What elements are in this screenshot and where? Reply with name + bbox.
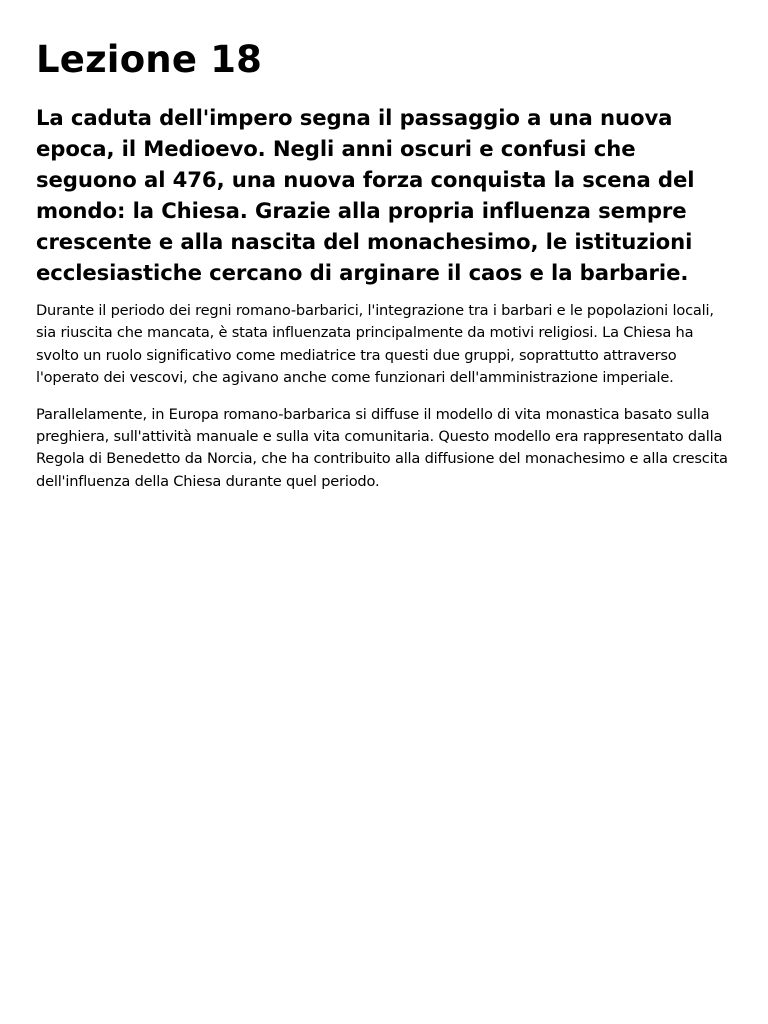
body-paragraph-2: Parallelamente, in Europa romano-barbarica si diffuse il modello di vita monastica basato sulla preghiera, sull'attività manuale e sulla vita comunitaria. Questo modello era rappresentato dalla Regola di Benedetto da Norcia, che ha contribuito alla diffusione del monachesimo e alla crescita dell'influenza della Chiesa durante quel periodo. bbox=[36, 405, 728, 490]
lead-paragraph: La caduta dell'impero segna il passaggio a una nuova epoca, il Medioevo. Negli anni oscuri e confusi che seguono al 476, una nuova forza conquista la scena del mondo: la Chiesa. Grazie alla propria influenza sempre crescente e alla nascita del monachesimo, le istituzioni ecclesiastiche cercano di arginare il caos e la barbarie. bbox=[36, 105, 695, 285]
page-title: Lezione 18 bbox=[36, 38, 263, 81]
body-paragraph-1: Durante il periodo dei regni romano-barbarici, l'integrazione tra i barbari e le popolazioni locali, sia riuscita che mancata, è stata influenzata principalmente da motivi religiosi. La Chiesa ha svolto un ruolo significativo come mediatrice tra questi due gruppi, soprattutto attraverso l'operato dei vescovi, che agivano anche come funzionari dell'amministrazione imperiale. bbox=[36, 302, 714, 387]
